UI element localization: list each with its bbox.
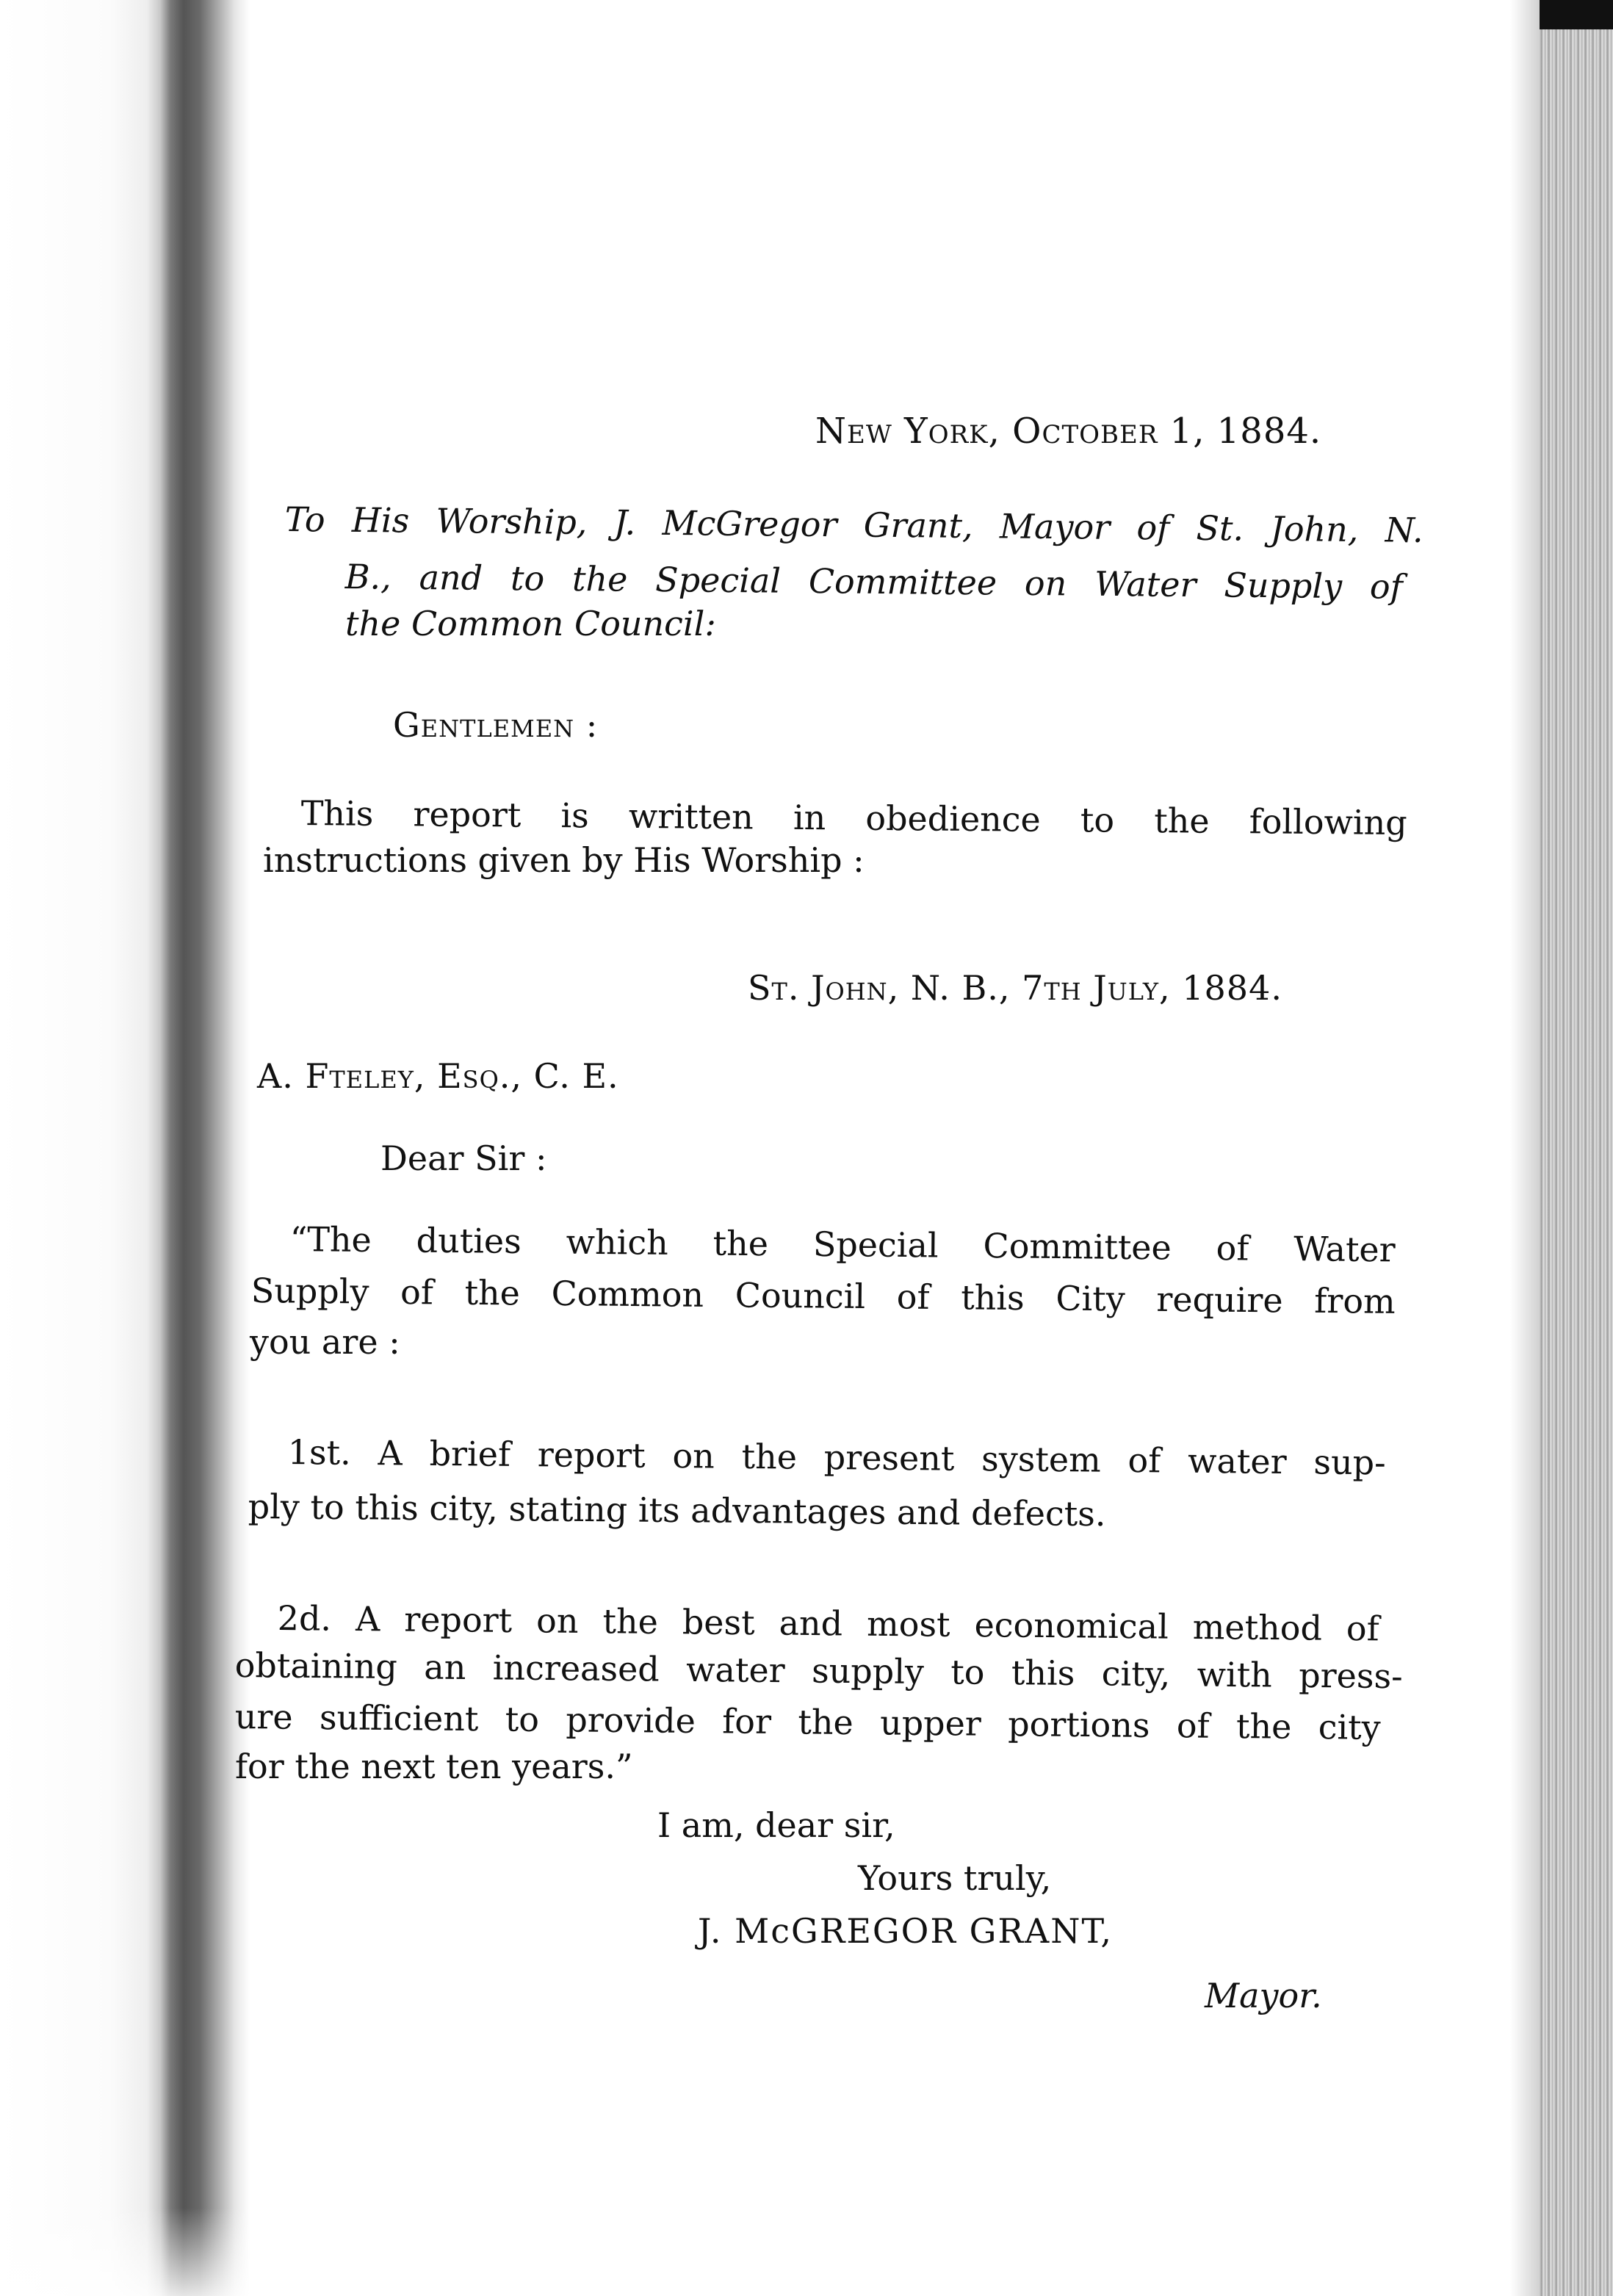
address-line-2: B., and to the Special Committee on Water Supply of: [344, 557, 1403, 607]
valediction: Yours truly,: [858, 1858, 1052, 1898]
quoted-addressee: A. Fteley, Esq., C. E.: [257, 1056, 619, 1096]
page-edges: [1540, 0, 1613, 2296]
closing: I am, dear sir,: [657, 1805, 895, 1845]
address-line-1: To His Worship, J. McGregor Grant, Mayor of St. John, N.: [284, 499, 1423, 550]
intro-line-2: instructions given by His Worship :: [263, 840, 865, 880]
para1-line-3: you are :: [250, 1322, 400, 1362]
signatory-title: Mayor.: [1205, 1976, 1322, 2015]
para2-line-2: ply to this city, stating its advantages and defects.: [248, 1487, 1106, 1534]
para2-line-1: 1st. A brief report on the present system of water sup-: [287, 1432, 1386, 1483]
para3-line-4: for the next ten years.”: [235, 1747, 633, 1786]
para3-line-2: obtaining an increased water supply to this city, with press-: [234, 1645, 1403, 1697]
para3-line-1: 2d. A report on the best and most economical method of: [277, 1598, 1379, 1649]
letter-salutation: Gentlemen :: [393, 705, 599, 745]
intro-line-1: This report is written in obedience to the following: [300, 793, 1407, 843]
quoted-salutation: Dear Sir :: [380, 1138, 547, 1178]
para1-line-2: Supply of the Common Council of this City require from: [250, 1271, 1396, 1321]
letter-dateline: New York, October 1, 1884.: [815, 411, 1322, 452]
binding-gutter-shadow: [0, 0, 250, 2296]
signature: J. McGREGOR GRANT,: [698, 1911, 1114, 1951]
para1-line-1: “The duties which the Special Committee of Water: [289, 1219, 1396, 1270]
para3-line-3: ure sufficient to provide for the upper portions of the city: [234, 1697, 1381, 1747]
quoted-dateline: St. John, N. B., 7th July, 1884.: [748, 968, 1282, 1008]
address-line-3: the Common Council:: [345, 604, 716, 643]
